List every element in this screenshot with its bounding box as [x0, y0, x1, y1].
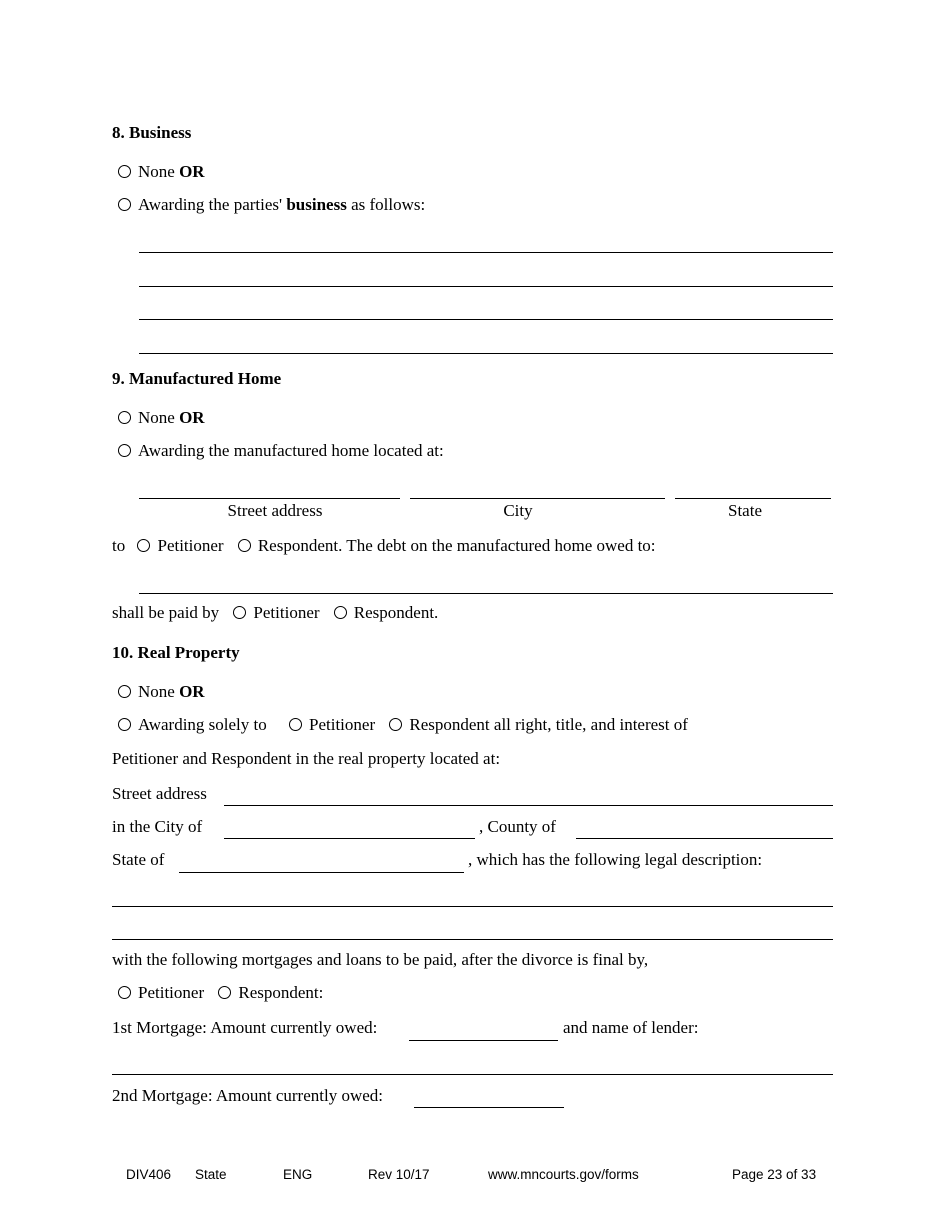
business-line-4[interactable] — [139, 353, 833, 354]
radio-circle-icon[interactable] — [137, 539, 150, 552]
first-mortgage-amount-field[interactable] — [409, 1040, 558, 1041]
radio-circle-icon[interactable] — [118, 444, 131, 457]
property-none-option[interactable] — [118, 682, 205, 702]
respondent-rights-label[interactable]: Respondent all right, title, and interest of — [409, 715, 688, 734]
first-mortgage-lender-field[interactable] — [112, 1074, 833, 1075]
petitioner-label[interactable]: Petitioner — [309, 715, 376, 734]
awarding-solely-label[interactable]: Awarding solely to — [138, 715, 267, 734]
home-award-option[interactable] — [118, 441, 444, 461]
mortgages-text: with the following mortgages and loans to be paid, after the divorce is final by, — [112, 950, 649, 969]
home-none-option[interactable] — [118, 408, 205, 428]
radio-circle-icon[interactable] — [118, 685, 131, 698]
property-award-row — [118, 715, 688, 735]
paid-by-row — [112, 603, 438, 623]
or-label: OR — [179, 408, 205, 427]
street-address-label: Street address — [112, 784, 207, 803]
business-bold-label: business — [286, 195, 347, 214]
radio-circle-icon[interactable] — [389, 718, 402, 731]
footer-url[interactable]: www.mncourts.gov/forms — [488, 1167, 639, 1182]
state-label: State — [728, 501, 762, 520]
radio-circle-icon[interactable] — [233, 606, 246, 619]
petitioner-label[interactable]: Petitioner — [253, 603, 320, 622]
option-label: None — [138, 162, 175, 181]
legal-description-line-1[interactable] — [112, 906, 833, 907]
business-line-1[interactable] — [139, 252, 833, 253]
home-debt-row — [112, 536, 656, 556]
radio-circle-icon[interactable] — [118, 165, 131, 178]
respondent-label[interactable]: Respondent: — [238, 983, 324, 1002]
footer-form-id: DIV406 — [126, 1167, 172, 1182]
footer-jurisdiction: State — [195, 1167, 227, 1182]
business-line-2[interactable] — [139, 286, 833, 287]
business-none-option[interactable] — [118, 162, 205, 182]
option-label: None — [138, 408, 175, 427]
street-address-label: Street address — [227, 501, 323, 520]
name-of-lender-label: and name of lender: — [563, 1018, 699, 1037]
option-label: None — [138, 682, 175, 701]
section-10-title: 10. Real Property — [112, 643, 240, 662]
to-label: to — [112, 536, 126, 555]
radio-circle-icon[interactable] — [238, 539, 251, 552]
legal-description-label: , which has the following legal description: — [468, 850, 763, 869]
home-street-field[interactable] — [139, 498, 400, 499]
county-of-label: , County of — [479, 817, 556, 836]
mortgage-payer-row — [118, 983, 323, 1003]
city-of-label: in the City of — [112, 817, 203, 836]
option-label-suffix: as follows: — [351, 195, 426, 214]
property-county-field[interactable] — [576, 838, 833, 839]
or-label: OR — [179, 162, 205, 181]
radio-circle-icon[interactable] — [118, 198, 131, 211]
second-mortgage-amount-field[interactable] — [414, 1107, 564, 1108]
respondent-label[interactable]: Respondent. — [353, 603, 439, 622]
radio-circle-icon[interactable] — [334, 606, 347, 619]
footer-language: ENG — [283, 1167, 313, 1182]
home-state-field[interactable] — [675, 498, 831, 499]
option-label: Awarding the manufactured home located at: — [138, 441, 444, 460]
business-award-option[interactable] — [118, 195, 425, 215]
radio-circle-icon[interactable] — [118, 718, 131, 731]
located-at-text: Petitioner and Respondent in the real property located at: — [112, 749, 501, 768]
section-9-title: 9. Manufactured Home — [112, 369, 282, 388]
legal-description-line-2[interactable] — [112, 939, 833, 940]
business-line-3[interactable] — [139, 319, 833, 320]
second-mortgage-label: 2nd Mortgage: Amount currently owed: — [112, 1086, 384, 1105]
radio-circle-icon[interactable] — [289, 718, 302, 731]
paid-by-label: shall be paid by — [112, 603, 220, 622]
first-mortgage-label: 1st Mortgage: Amount currently owed: — [112, 1018, 378, 1037]
radio-circle-icon[interactable] — [218, 986, 231, 999]
section-8-title: 8. Business — [112, 123, 192, 142]
footer-page-number: Page 23 of 33 — [732, 1167, 817, 1182]
radio-circle-icon[interactable] — [118, 986, 131, 999]
property-street-field[interactable] — [224, 805, 833, 806]
city-label: City — [503, 501, 533, 520]
or-label: OR — [179, 682, 205, 701]
radio-circle-icon[interactable] — [118, 411, 131, 424]
footer-revision: Rev 10/17 — [368, 1167, 430, 1182]
property-state-field[interactable] — [179, 872, 464, 873]
option-label: Awarding the parties' — [138, 195, 283, 214]
state-of-label: State of — [112, 850, 165, 869]
property-city-field[interactable] — [224, 838, 475, 839]
petitioner-label[interactable]: Petitioner — [157, 536, 224, 555]
debt-owed-to-field[interactable] — [139, 593, 833, 594]
respondent-debt-label[interactable]: Respondent. The debt on the manufactured home owed to: — [257, 536, 656, 555]
home-city-field[interactable] — [410, 498, 665, 499]
petitioner-label[interactable]: Petitioner — [138, 983, 205, 1002]
